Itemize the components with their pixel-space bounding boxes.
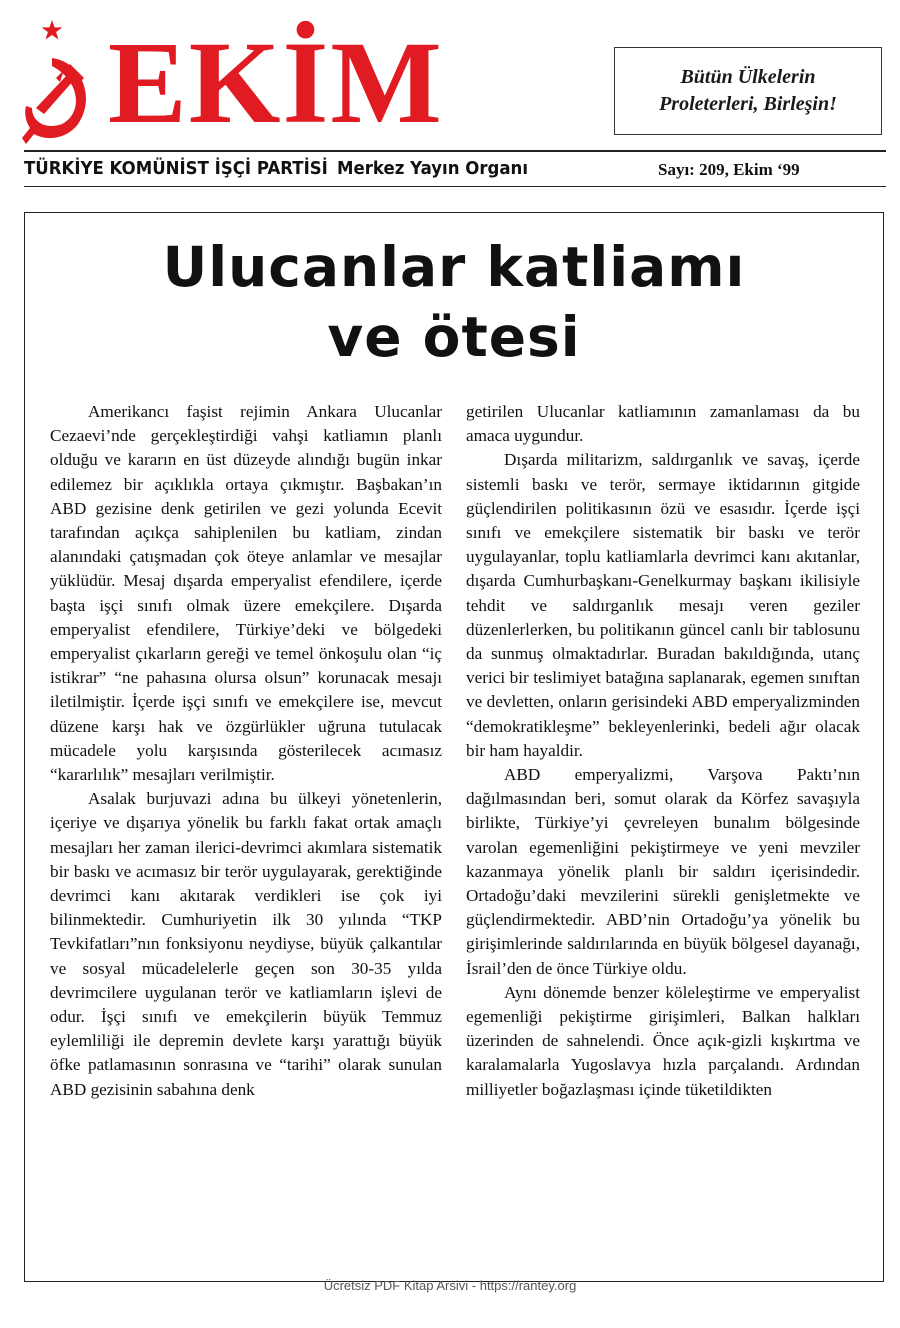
paragraph: Aynı dönemde benzer köleleştirme ve emperyalist egemenliği pekiştirme girişimleri, Balkan halkları üzerinden de sahnelendi. Önce açık-gizli kışkırtma ve karalamalarla Yugoslavya hızla parçalandı. Ardından milliyetler boğazlaşması içinde tüketildikten bbox=[466, 982, 860, 1099]
slogan-line-1: Bütün Ülkelerin bbox=[680, 66, 816, 88]
paragraph-continuation: getirilen Ulucanlar katliamının zamanlaması da bu amaca uygundur. bbox=[466, 402, 860, 446]
paragraph: Dışarda militarizm, saldırganlık ve savaş, içerde sistemli baskı ve terör, sermaye iktidarının gitgide güçlendirilen politikasının özü ve esasıdır. İçerde işçi sınıfı ve emekçilere sistematik bir baskı ve terör uygulayanlar, toplu katliamlarla devrimci kanı akıtanlar, dışarda Cumhurbaşkanı-Genelkurmay başkanı ikilisiyle tehdit ve saldırganlık mesajı veren geziler düzenlerlerken, bu politikanın güncel canlı bir tablosunu da sunmuş olmaktadırlar. Buradan bakıldığında, utanç verici bir teslimiyet batağına saplanarak, egemen sınıftan ve devletten, onların gerisindeki ABD emperyalizminden “demokratikleşme” bekleyenlerinki, bedeli ağır olacak bir ham hayaldir. bbox=[466, 450, 860, 760]
paragraph: Amerikancı faşist rejimin Ankara Ulucanlar Cezaevi’nde gerçekleştirdiği vahşi katliamın planlı olduğu ve kararın en üst düzeyde alındığı bugün inkar edilemez bir açıklıkla ortaya çıkmıştır. Başbakan’ın ABD gezisine denk getirilen ve gezi yolunda Ecevit tarafından açıkça sahiplenilen bu katliam, zindan alanındaki çatışmadan çok öteye anlamlar ve mesajlar yüklüdür. Mesaj dışarda emperyalist efendilere, içerde başta işçi sınıfı olmak üzere emekçilere. Dışarda emperyalist efendilere, Türkiye’deki ve bölgedeki emperyalist çıkarların gereği ve temel önkoşulu olan “iç istikrar” “ne pahasına olursa olsun” korunacak mesajı iletilmiştir. İçerde işçi sınıfı ve emekçilere ise, mevcut düzene karşı hak ve özgürlükler uğruna tutulacak mücadele yolu karşısında gösterilecek acımasız “kararlılık” mesajları verilmiştir. bbox=[50, 402, 442, 785]
title-line-1: Ulucanlar katliamı bbox=[162, 235, 746, 299]
slogan-line-2: Proleterleri, Birleşin! bbox=[659, 93, 837, 115]
slogan-box bbox=[614, 47, 882, 135]
article-column-right bbox=[466, 400, 860, 1102]
logo-wordmark: EKİM bbox=[108, 17, 444, 148]
party-line bbox=[24, 156, 528, 182]
footer-note: Ücretsiz PDF Kitap Arsivi - https://rantey.org bbox=[323, 1278, 577, 1293]
hammer-sickle-star-icon bbox=[22, 18, 104, 148]
article-title bbox=[24, 232, 884, 372]
paragraph: Asalak burjuvazi adına bu ülkeyi yönetenlerin, içeriye ve dışarıya yönelik bu farklı fakat ortak amaçlı mesajları her zaman ilerici-devrimci akımlara sistematik bir baskı ve acımasız bir terör uygulayarak, gerektiğinde devrimci kanı akıtarak verdikleri ise çok iyi bilinmektedir. Cumhuriyetin ilk 30 yılında “TKP Tevkifatları”nın fonksiyonu neydiyse, büyük çalkantılar ve sosyal mücadelelerle geçen son 30-35 yılda devrimcilere uygulanan terör ve katliamların işlevi de odur. İşçi sınıfı ve emekçilerin büyük Temmuz eylemliliği ile depremin devlete karşı yarattığı büyük öfke patlamasının sonrasına ve “tarihi” olarak sunulan ABD gezisinin sabahına denk bbox=[50, 789, 442, 1099]
party-name: TÜRKİYE KOMÜNİST İŞÇİ PARTİSİ bbox=[24, 158, 328, 179]
title-line-2: ve ötesi bbox=[327, 305, 581, 369]
masthead-rule-top bbox=[24, 150, 886, 152]
masthead bbox=[0, 0, 900, 200]
issue-label: Sayı: 209, Ekim ‘99 bbox=[658, 160, 800, 179]
article-column-left bbox=[50, 400, 442, 1102]
masthead-rule-bottom bbox=[24, 186, 886, 187]
organ-label: Merkez Yayın Organı bbox=[337, 158, 529, 179]
paragraph: ABD emperyalizmi, Varşova Paktı’nın dağılmasından beri, somut olarak da Körfez savaşıyla birlikte, Türkiye’yi çevreleyen bunalım bölgesinde varolan egemenliğini pekiştirmeye ve yeni mevziler kazanmaya yönelik planlı bir saldırı içerisindedir. Ortadoğu’daki mevzilerini sürekli genişletmekte ve güçlendirmektedir. ABD’nin Ortadoğu’ya yönelik bu girişimlerinde saldırılarında en büyük bölgesel dayanağı, İsrail’den de önce Türkiye oldu. bbox=[466, 765, 860, 978]
